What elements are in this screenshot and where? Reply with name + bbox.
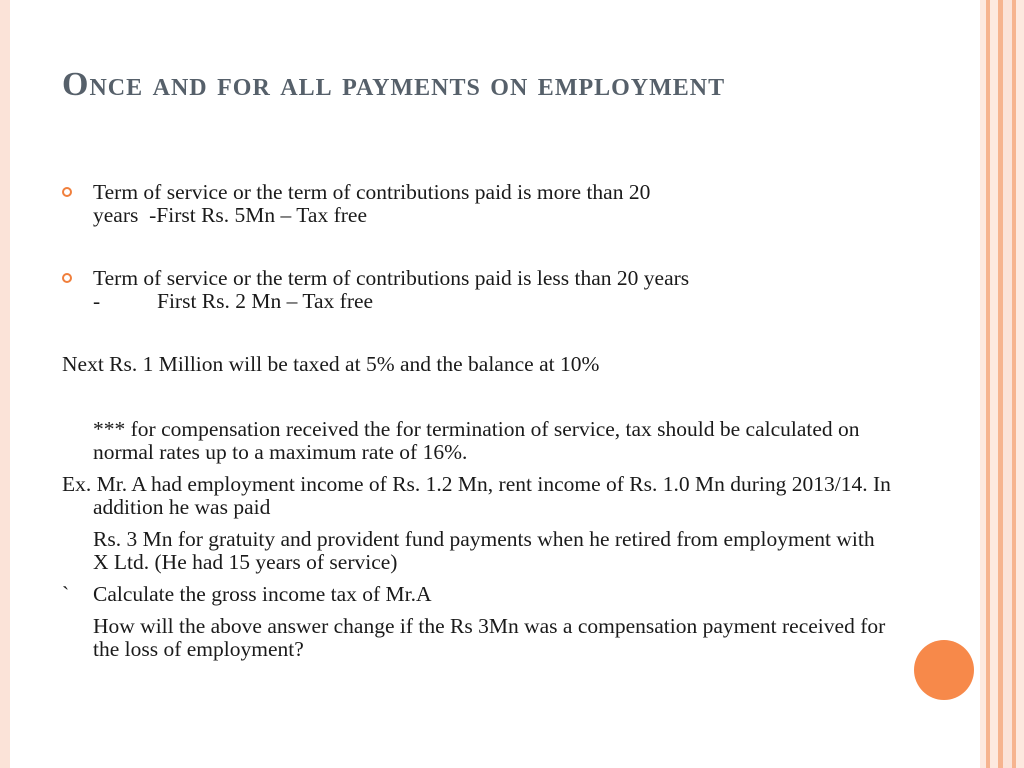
slide-title: Once and for all payments on employment	[62, 66, 726, 103]
orange-circle-decoration	[914, 640, 974, 700]
calculate-line	[62, 583, 892, 606]
right-stripe-decoration	[980, 0, 1024, 768]
bullet1-tax-free: -First Rs. 5Mn – Tax free	[149, 203, 367, 227]
next-million-line: Next Rs. 1 Million will be taxed at 5% and the balance at 10%	[62, 352, 600, 376]
calculate-text: Calculate the gross income tax of Mr.A	[93, 582, 432, 606]
bullet1-line1: Term of service or the term of contributions paid is more than 20	[93, 180, 651, 204]
backtick-mark: `	[62, 582, 70, 606]
compensation-note: *** for compensation received the for termination of service, tax should be calculated on normal rates up to a maximum rate of 16%.	[93, 417, 860, 464]
bullet2-line1: Term of service or the term of contributions paid is less than 20 years	[93, 266, 690, 290]
bullet2-tax-free: First Rs. 2 Mn – Tax free	[157, 289, 374, 313]
bullet-circle-icon	[62, 273, 72, 283]
left-border-decoration	[0, 0, 10, 768]
bullet2-line2	[93, 290, 892, 313]
bullet1-line2	[93, 204, 892, 227]
question-text: How will the above answer change if the Rs 3Mn was a compensation payment received for the loss of employment?	[93, 614, 886, 661]
bullet-circle-icon	[62, 187, 72, 197]
gratuity-text: Rs. 3 Mn for gratuity and provident fund payments when he retired from employment with X Ltd. (He had 15 years of service)	[93, 527, 875, 574]
example-text: Ex. Mr. A had employment income of Rs. 1.2 Mn, rent income of Rs. 1.0 Mn during 2013/14. In addition he was paid	[62, 472, 891, 519]
bullet1-years: years	[93, 203, 139, 227]
bullet-item-less-than-20	[62, 267, 892, 313]
bullet2-dash: -	[93, 289, 101, 313]
bullet-item-more-than-20	[62, 181, 892, 227]
slide-content	[62, 181, 892, 661]
